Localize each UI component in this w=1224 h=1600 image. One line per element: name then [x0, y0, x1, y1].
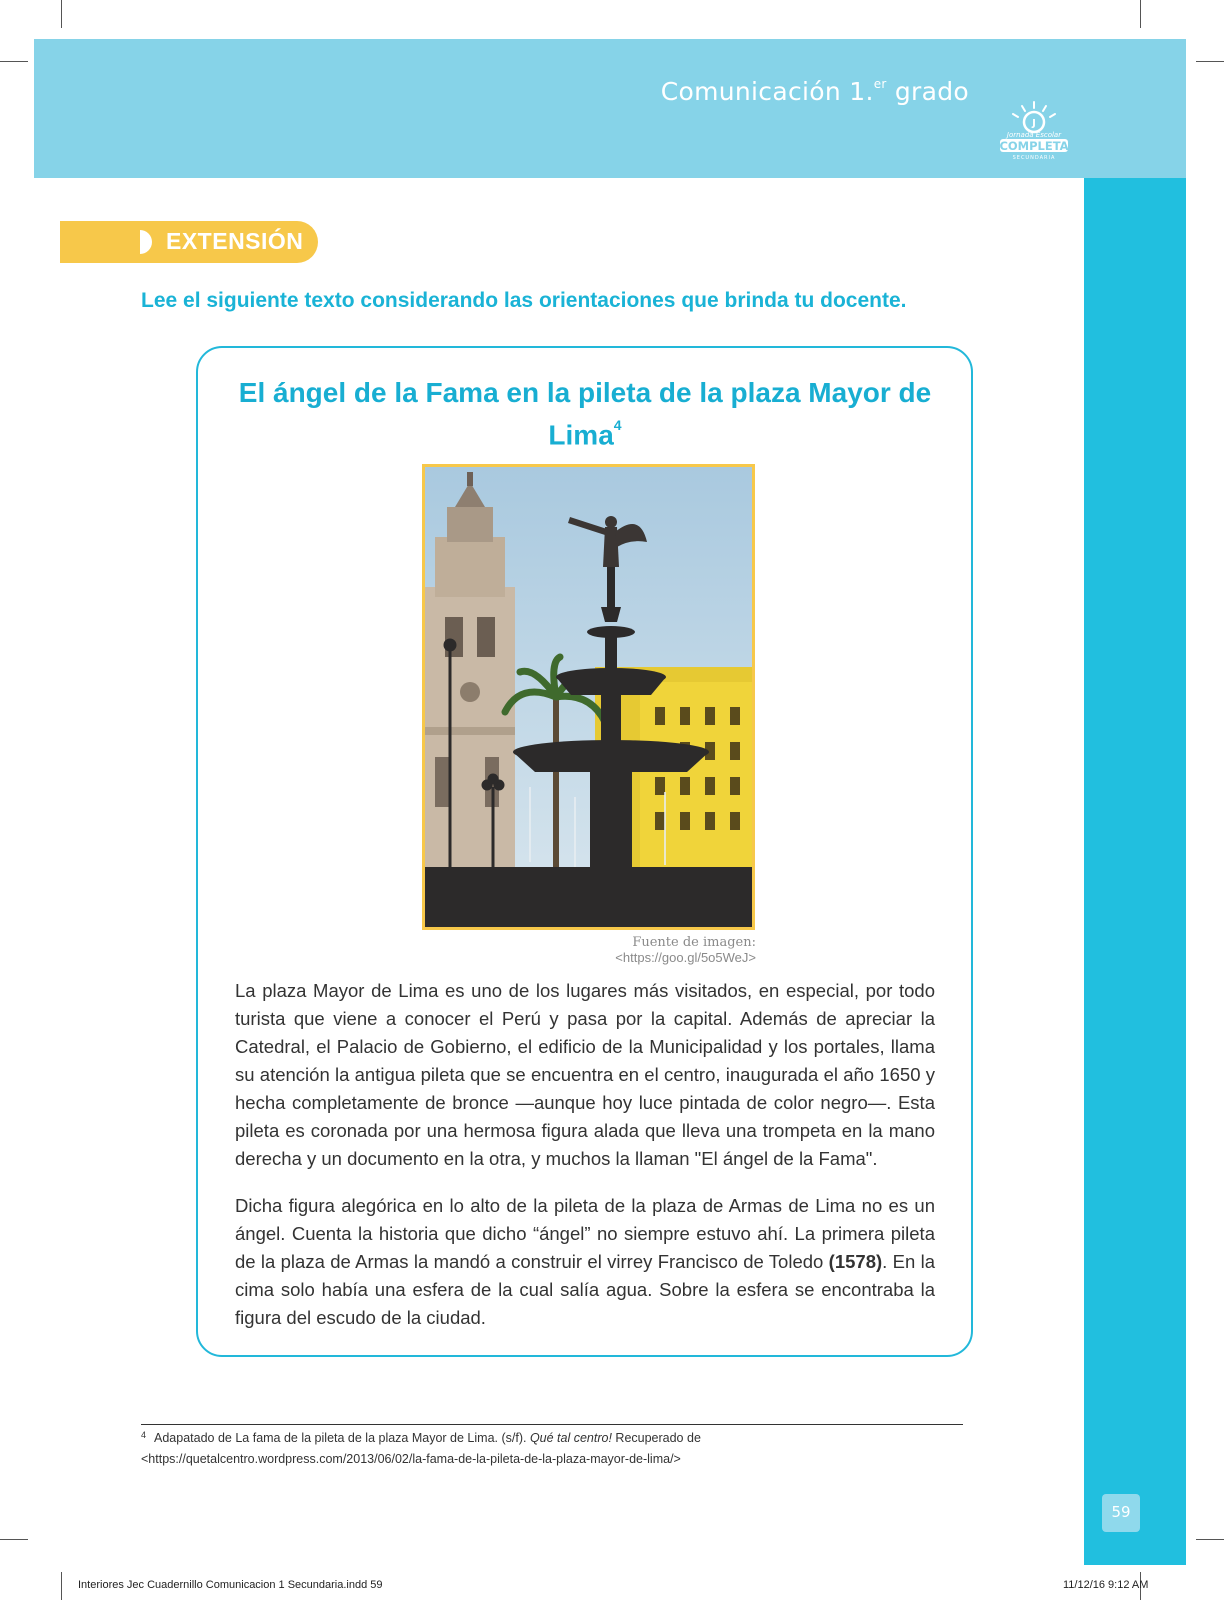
crop-mark [1196, 61, 1224, 62]
half-circle-icon [140, 230, 152, 254]
footnote: $^4$ Adapatado de La fama de la pileta de la plaza Mayor de Lima. (s/f). Qué tal centro! Recuperado de <https://quetalcentro.wordpress.com/2013/06/02/la-fama-de-la-pileta-de-la-plaza-mayor-de-lima/> [141, 1430, 701, 1466]
crop-mark [61, 1572, 62, 1600]
page-header-title: Comunicación 1.$^{er}$ grado [660, 76, 969, 106]
svg-text:Jornada Escolar: Jornada Escolar [1006, 131, 1062, 139]
crop-mark [61, 0, 62, 28]
reading-paragraph-2: Dicha figura alegórica en lo alto de la pileta de la plaza de Armas de Lima no es un ángel. Cuenta la historia que dicho “ángel” no siempre estuvo ahí. La primera pileta de la plaza de Armas la mandó a construir el virrey Francisco de Toledo (1578). En la cima solo había una esfera de la cual salía agua. Sobre la esfera se encontraba la figura del escudo de la ciudad. [235, 1195, 935, 1328]
crop-mark [0, 1539, 28, 1540]
crop-mark [1140, 0, 1141, 28]
svg-text:SECUNDARIA: SECUNDARIA [1012, 155, 1056, 161]
image-caption: Fuente de imagen: <https://goo.gl/5o5WeJ> [615, 935, 756, 965]
page-number: 59 [1102, 1494, 1140, 1532]
fountain-photo [422, 464, 755, 930]
section-badge-label: EXTENSIÓN [166, 228, 304, 254]
sidebar-band [1084, 178, 1186, 1565]
instruction-text: Lee el siguiente texto considerando las orientaciones que brinda tu docente. [141, 289, 907, 312]
print-slug-date: 11/12/16 9:12 AM [1063, 1579, 1149, 1591]
svg-text:J: J [1032, 118, 1036, 129]
reading-paragraph-1: La plaza Mayor de Lima es uno de los lugares más visitados, en especial, por todo turista que viene a conocer el Perú y pasa por la capital. Además de apreciar la Catedral, el Palacio de Gobierno, el edificio de la Municipalidad y los portales, llama su atención la antigua pileta que se encuentra en el centro, inaugurada el año 1650 y hecha completamente de bronce —aunque hoy luce pintada de color negro—. Esta pileta es coronada por una hermosa figura alada que lleva una trompeta en la mano derecha y un documento en la otra, y muchos la llaman "El ángel de la Fama". [235, 980, 935, 1169]
section-badge [60, 221, 318, 263]
crop-mark [1196, 1539, 1224, 1540]
footnote-rule [141, 1424, 963, 1425]
jornada-escolar-logo [994, 100, 1074, 162]
reading-title: El ángel de la Fama en la pileta de la plaza Mayor de Lima$^4$ [238, 377, 932, 451]
print-slug-file: Interiores Jec Cuadernillo Comunicacion 1 Secundaria.indd 59 [78, 1579, 383, 1591]
crop-mark [0, 61, 28, 62]
svg-text:COMPLETA: COMPLETA [999, 139, 1069, 153]
